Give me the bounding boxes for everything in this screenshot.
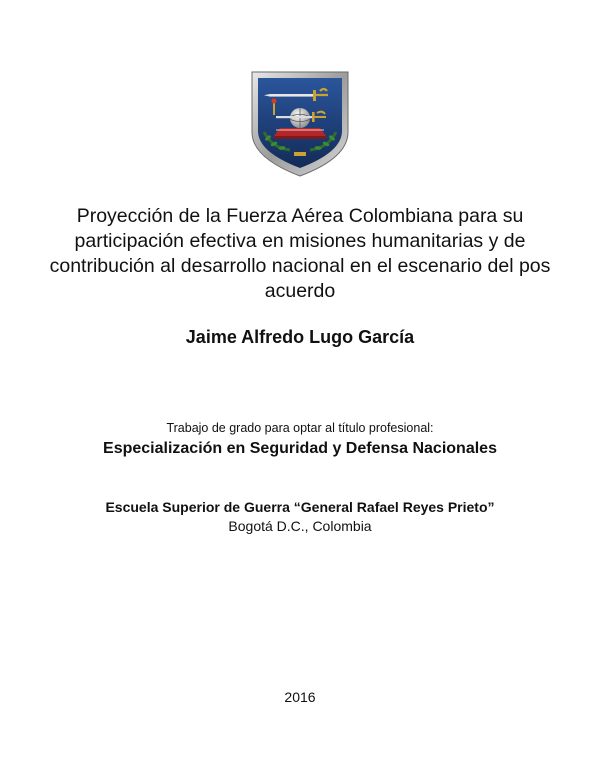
document-title: Proyección de la Fuerza Aérea Colombiana para su participación efectiva en misiones humanitarias y de contribución al desarrollo nacional en el escenario del pos acuerdo	[49, 205, 551, 302]
publication-year: 2016	[284, 689, 316, 705]
author-name: Jaime Alfredo Lugo García	[185, 327, 415, 347]
city-location: Bogotá D.C., Colombia	[228, 518, 372, 534]
military-school-shield-icon	[250, 70, 350, 178]
school-name: Escuela Superior de Guerra “General Rafael Reyes Prieto”	[105, 499, 495, 515]
degree-intro: Trabajo de grado para optar al título profesional:	[166, 421, 434, 435]
degree-name: Especialización en Seguridad y Defensa Nacionales	[103, 440, 497, 457]
